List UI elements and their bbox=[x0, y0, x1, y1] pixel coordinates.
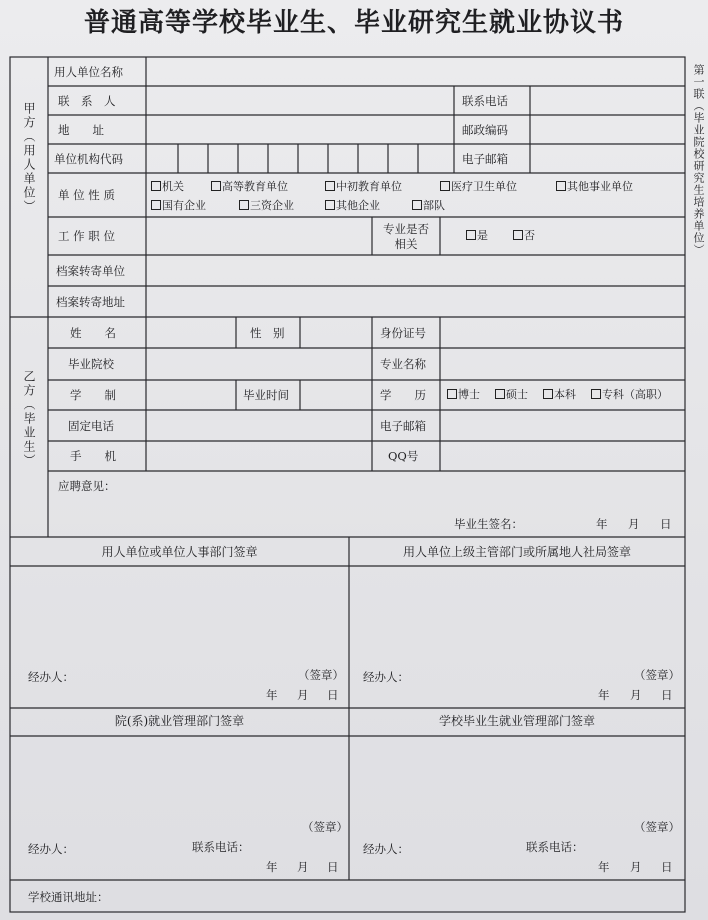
grad-time-label: 毕业时间 bbox=[243, 388, 289, 402]
unit-type-option[interactable]: 其他事业单位 bbox=[556, 180, 633, 194]
checkbox[interactable] bbox=[556, 181, 566, 191]
unit-type-option[interactable]: 其他企业 bbox=[325, 199, 380, 213]
employer-hr-seal-header: 用人单位或单位人事部门签章 bbox=[101, 545, 258, 559]
checkbox[interactable] bbox=[325, 181, 335, 191]
email-label: 电子邮箱 bbox=[462, 152, 508, 166]
date-year: 年 bbox=[598, 688, 610, 702]
handler-label: 经办人： bbox=[28, 842, 74, 856]
school-office-seal-header: 学校毕业生就业管理部门签章 bbox=[438, 714, 595, 728]
degree-option[interactable]: 博士 bbox=[447, 388, 480, 402]
graduate-signature-label: 毕业生签名： bbox=[454, 517, 523, 531]
unit-type-option[interactable]: 医疗卫生单位 bbox=[440, 180, 517, 194]
landline-label: 固定电话 bbox=[68, 419, 114, 433]
checkbox[interactable] bbox=[239, 200, 249, 210]
degree-level-label: 学 历 bbox=[380, 388, 426, 402]
checkbox[interactable] bbox=[591, 389, 601, 399]
date-month: 月 bbox=[628, 517, 640, 531]
checkbox[interactable] bbox=[466, 230, 476, 240]
handler-label: 经办人： bbox=[363, 842, 409, 856]
degree-option[interactable]: 硕士 bbox=[495, 388, 528, 402]
archive-unit-label: 档案转寄单位 bbox=[56, 264, 125, 278]
date-day: 日 bbox=[660, 517, 672, 531]
school-label: 毕业院校 bbox=[68, 357, 114, 371]
contact-person-label: 联 系 人 bbox=[58, 94, 116, 108]
unit-type-option[interactable]: 机关 bbox=[151, 180, 184, 194]
id-number-label: 身份证号 bbox=[380, 326, 426, 340]
major-related-label: 专业是否相关 bbox=[383, 222, 429, 251]
contact-phone-label: 联系电话： bbox=[192, 840, 250, 854]
mobile-label: 手 机 bbox=[70, 449, 116, 463]
handler-label: 经办人： bbox=[28, 670, 74, 684]
related-yes-option[interactable]: 是 bbox=[466, 229, 488, 243]
seal-label: （签章） bbox=[302, 820, 348, 834]
name-label: 姓 名 bbox=[70, 326, 116, 340]
contact-phone-label: 联系电话 bbox=[462, 94, 508, 108]
gender-label: 性 别 bbox=[250, 326, 285, 340]
date-year: 年 bbox=[596, 517, 608, 531]
handler-label: 经办人： bbox=[363, 670, 409, 684]
unit-nature-label: 单 位 性 质 bbox=[58, 188, 115, 202]
date-month: 月 bbox=[630, 688, 642, 702]
party-b-label: 乙方（毕业生） bbox=[22, 370, 36, 468]
archive-address-label: 档案转寄地址 bbox=[56, 295, 125, 309]
party-a-label: 甲方（用人单位） bbox=[22, 102, 36, 214]
date-day: 日 bbox=[661, 688, 673, 702]
unit-type-option[interactable]: 三资企业 bbox=[239, 199, 294, 213]
date-month: 月 bbox=[297, 860, 309, 874]
date-year: 年 bbox=[266, 688, 278, 702]
checkbox[interactable] bbox=[513, 230, 523, 240]
postal-code-label: 邮政编码 bbox=[462, 123, 508, 137]
department-seal-header: 院(系)就业管理部门签章 bbox=[114, 714, 245, 728]
qq-label: QQ号 bbox=[388, 449, 419, 463]
job-title-label: 工 作 职 位 bbox=[58, 229, 115, 243]
unit-type-option[interactable]: 国有企业 bbox=[151, 199, 206, 213]
major-label: 专业名称 bbox=[380, 357, 426, 371]
contact-phone-label: 联系电话： bbox=[526, 840, 584, 854]
unit-type-option[interactable]: 部队 bbox=[412, 199, 445, 213]
duration-label: 学 制 bbox=[70, 388, 116, 402]
copy-note: 第一联（毕业院校研究生培养单位） bbox=[692, 64, 705, 256]
checkbox[interactable] bbox=[447, 389, 457, 399]
supervisor-seal-header: 用人单位上级主管部门或所属地人社局签章 bbox=[402, 545, 631, 559]
email-label: 电子邮箱 bbox=[380, 419, 426, 433]
opinion-label: 应聘意见： bbox=[58, 479, 116, 493]
unit-type-option[interactable]: 高等教育单位 bbox=[211, 180, 288, 194]
document-title: 普通高等学校毕业生、毕业研究生就业协议书 bbox=[83, 8, 624, 38]
date-day: 日 bbox=[661, 860, 673, 874]
employer-name-label: 用人单位名称 bbox=[54, 65, 123, 79]
unit-type-option[interactable]: 中初教育单位 bbox=[325, 180, 402, 194]
checkbox[interactable] bbox=[151, 181, 161, 191]
degree-option[interactable]: 专科（高职） bbox=[591, 388, 668, 402]
date-month: 月 bbox=[297, 688, 309, 702]
date-month: 月 bbox=[630, 860, 642, 874]
checkbox[interactable] bbox=[325, 200, 335, 210]
org-code-label: 单位机构代码 bbox=[54, 152, 123, 166]
checkbox[interactable] bbox=[412, 200, 422, 210]
checkbox[interactable] bbox=[440, 181, 450, 191]
checkbox[interactable] bbox=[543, 389, 553, 399]
date-day: 日 bbox=[327, 860, 339, 874]
checkbox[interactable] bbox=[211, 181, 221, 191]
address-label: 地 址 bbox=[58, 123, 104, 137]
school-address-label: 学校通讯地址： bbox=[28, 890, 109, 904]
seal-label: （签章） bbox=[634, 668, 680, 682]
checkbox[interactable] bbox=[495, 389, 505, 399]
date-year: 年 bbox=[598, 860, 610, 874]
checkbox[interactable] bbox=[151, 200, 161, 210]
seal-label: （签章） bbox=[298, 668, 344, 682]
seal-label: （签章） bbox=[634, 820, 680, 834]
date-day: 日 bbox=[327, 688, 339, 702]
date-year: 年 bbox=[266, 860, 278, 874]
related-no-option[interactable]: 否 bbox=[513, 229, 535, 243]
degree-option[interactable]: 本科 bbox=[543, 388, 576, 402]
